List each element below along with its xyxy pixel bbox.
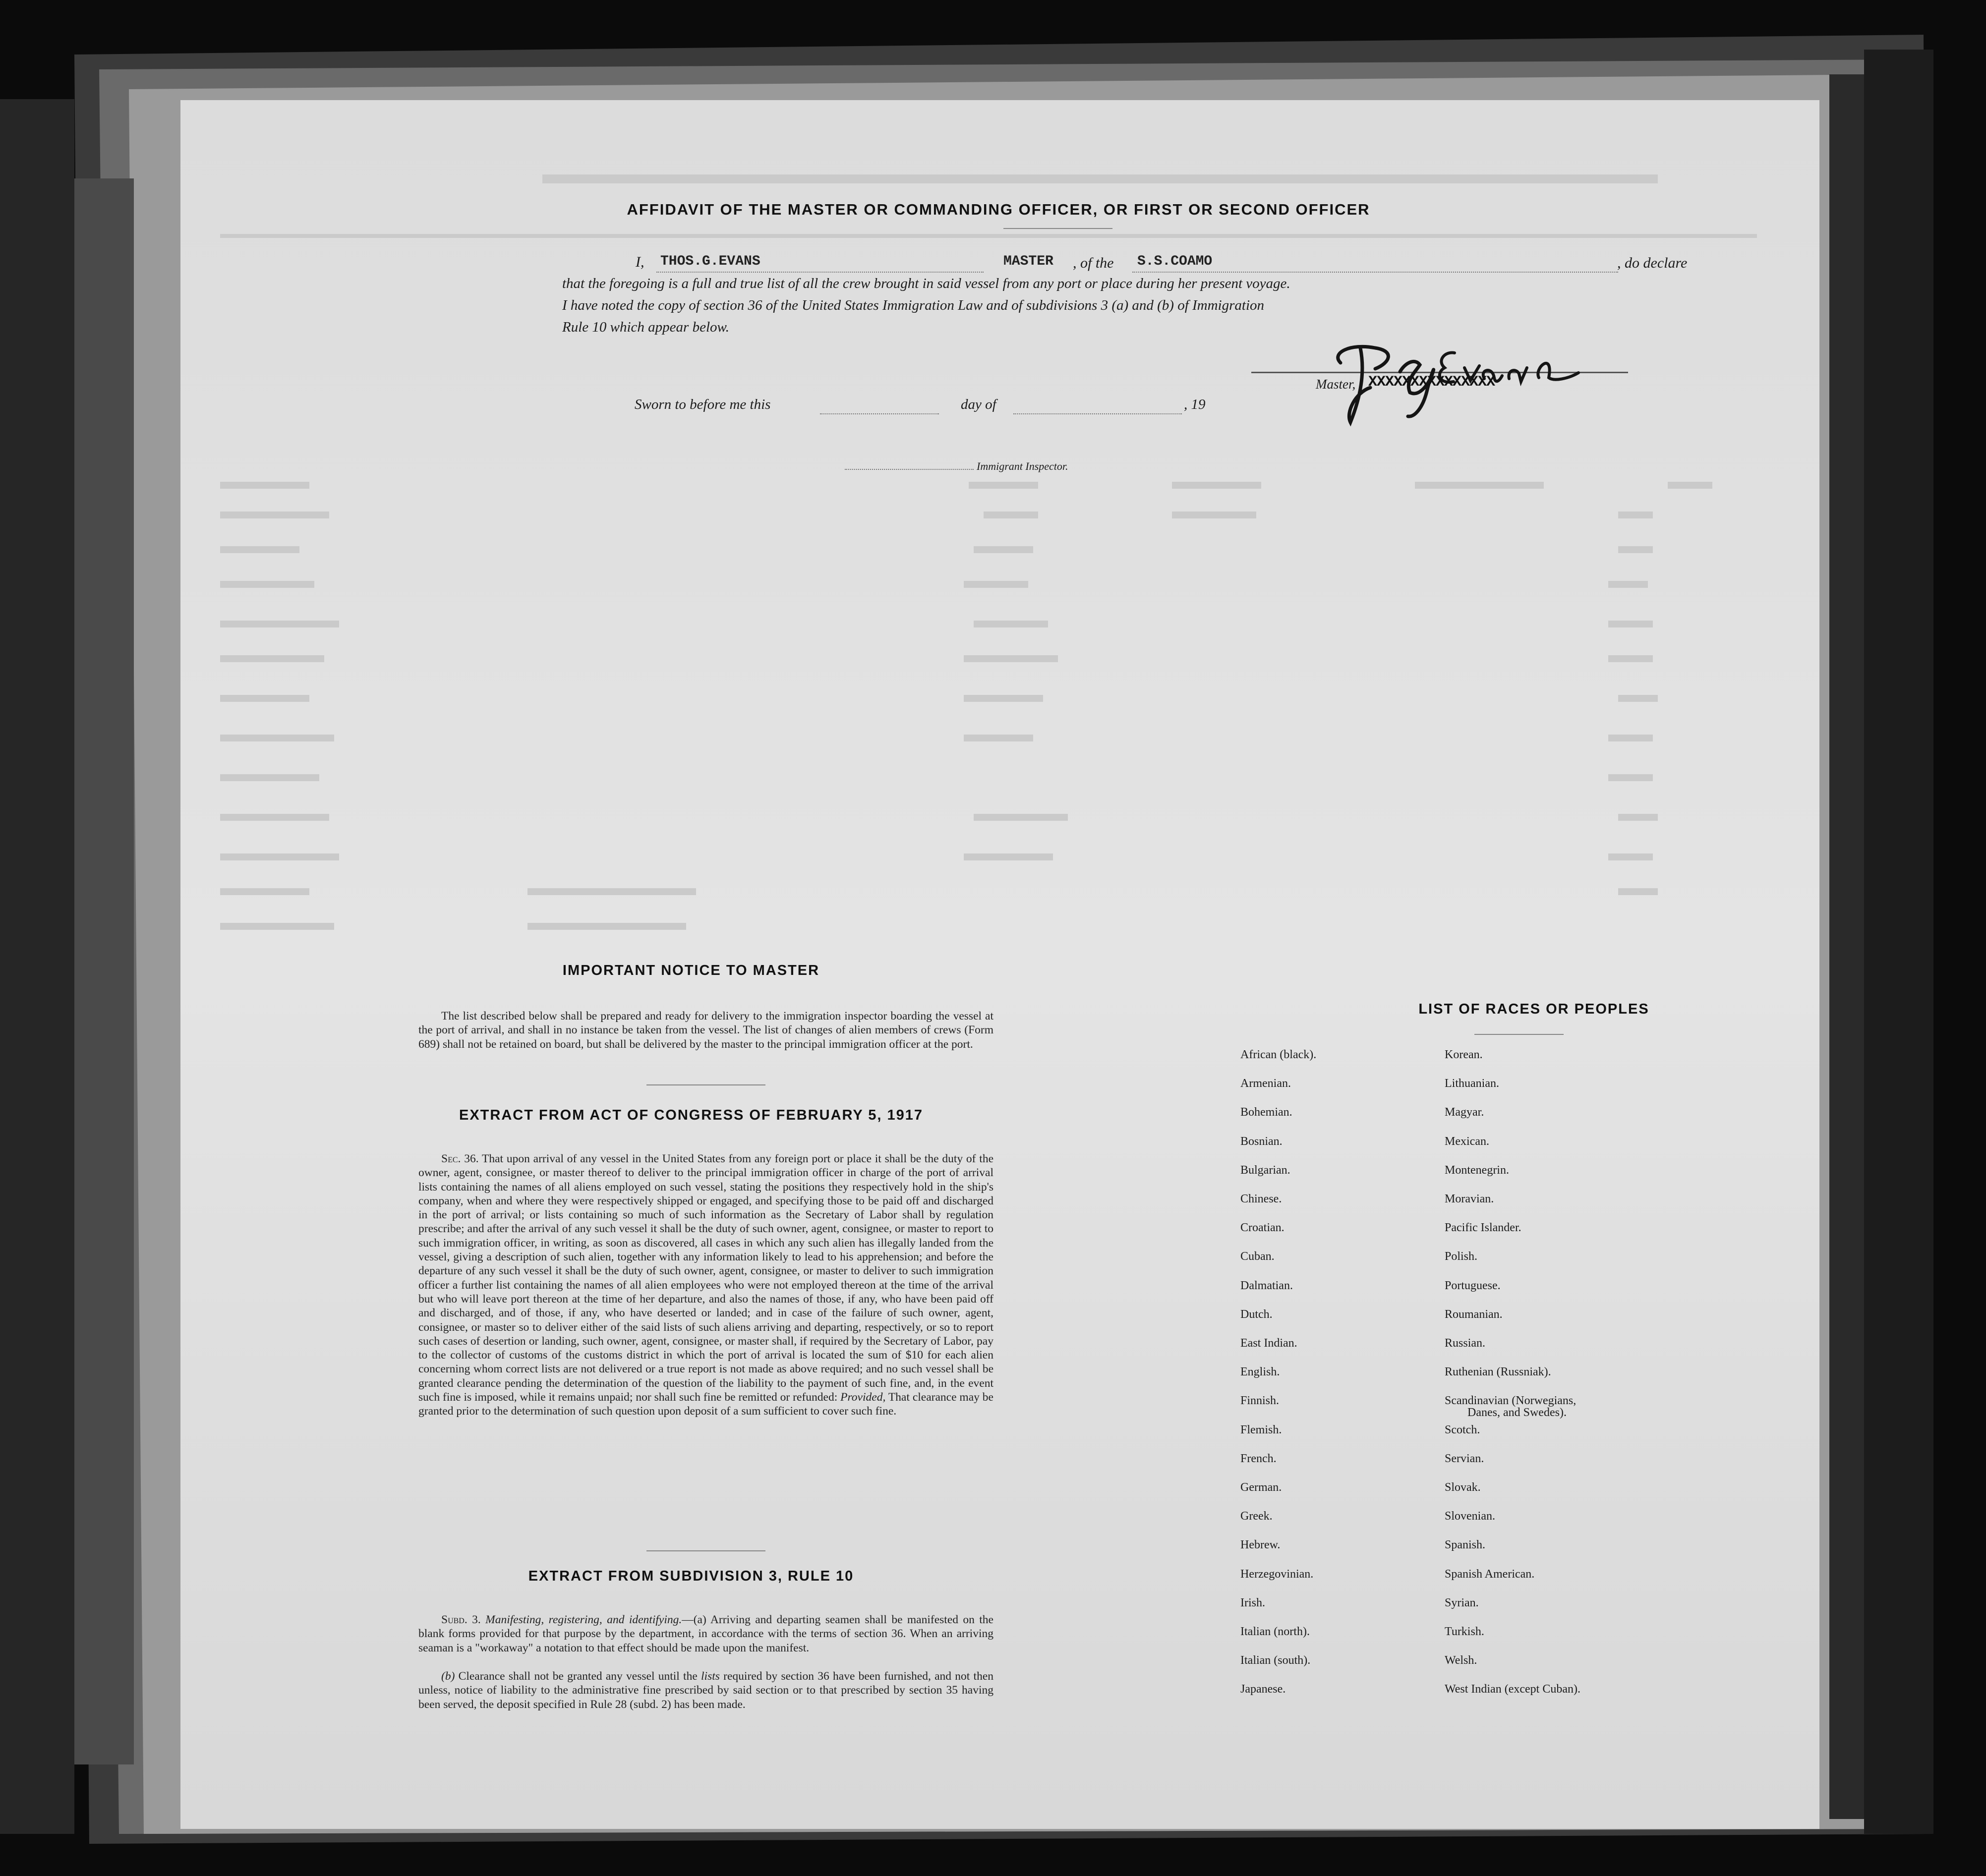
race-item: Scotch.: [1445, 1423, 1480, 1436]
act-section-label: Sec. 36.: [441, 1152, 479, 1165]
struck-title-text: XXXXXXXXXXXXXXX: [1368, 374, 1495, 391]
race-item: Syrian.: [1445, 1596, 1479, 1609]
act-title: EXTRACT FROM ACT OF CONGRESS OF FEBRUARY 5, 1917: [459, 1107, 924, 1123]
affidavit-line-3: I have noted the copy of section 36 of the United States Immigration Law and of subdivisions 3 (a) and (b) of Immigration: [562, 297, 1265, 313]
act-body: That upon arrival of any vessel in the United States from any foreign port or place it shall be the duty of the owner, agent, consignee, or master thereof to deliver to the principal immigration officer in charge of the port of arrival lists containing the names of all aliens employed on such vessel, stating the positions they respectively hold in the ship's company, when and where they were respectively shipped or engaged, and specifying those to be paid off and discharged in the port of arrival; or lists containing so much of such information as the Secretary of Labor shall by regulation prescribe; and after the arrival of any such vessel it shall be the duty of such owner, agent, consignee, or master to report to such immigration officer, in writing, as soon as discovered, all cases in which any such alien has illegally landed from the vessel, giving a description of such alien, together with any information likely to lead to his apprehension; and before the departure of any such vessel it shall be the duty of such owner, agent, consignee, or master to deliver to such immigration officer a further list containing the names of all alien employees who were not employed thereon at the time of the arrival but who will leave port thereon at the time of her departure, and also the names of those, if any, who have been paid off and discharged, and of those, if any, who have deserted or landed; and in case of the failure of such owner, agent, consignee, or master so to deliver either of the said lists of such aliens arriving and departing, respectively, or so to report such cases of desertion or landing, such owner, agent, consignee, or master shall, if required by the Secretary of Labor, pay to the collector of customs of the customs district in which the port of arrival is located the sum of $10 for each alien concerning whom correct lists are not delivered or a true report is not made as above required; and no such vessel shall be granted clearance pending the determination of the question of the liability to the payment of such fine, and, in the event such fine is imposed, while it remains unpaid; nor shall such fine be remitted or refunded:: [418, 1152, 994, 1404]
rule10-a-text: Arriving and departing seamen shall be manifested on the blank forms provided for that purpose by the department, in accordance with the terms of section 36. When an arriving seaman is a "workaway" a notation to that effect should be made upon the manifest.: [418, 1613, 993, 1654]
race-item: English.: [1240, 1365, 1280, 1378]
rule10-a-marker: —(a): [682, 1613, 706, 1626]
day-of-label: day of: [961, 397, 996, 412]
affidavit-line-4: Rule 10 which appear below.: [562, 319, 729, 335]
race-item: Chinese.: [1240, 1193, 1282, 1205]
year-label: , 19: [1184, 397, 1206, 412]
race-item: Greek.: [1240, 1510, 1273, 1523]
race-item: Croatian.: [1240, 1221, 1285, 1234]
rule10-b-text-1: Clearance shall not be granted any vessel until the: [458, 1670, 698, 1683]
master-name-value: THOS.G.EVANS: [660, 254, 760, 269]
manifest-page: [180, 100, 1819, 1829]
race-item: Roumanian.: [1445, 1308, 1503, 1321]
race-item: Magyar.: [1445, 1106, 1484, 1119]
race-item: Bosnian.: [1240, 1135, 1283, 1148]
sworn-label: Sworn to before me this: [635, 397, 771, 412]
act-rule: [646, 1550, 765, 1551]
race-item: Pacific Islander.: [1445, 1221, 1521, 1234]
race-item: Hebrew.: [1240, 1538, 1281, 1551]
notice-text: The list described below shall be prepared and ready for delivery to the immigration inspector boarding the vessel at the port of arrival, and shall in no instance be taken from the vessel. The list of changes of alien members of crews (Form 689) shall not be retained on board, but shall be delivered by the master to the principal immigration officer at the port.: [418, 1010, 993, 1051]
notice-title: IMPORTANT NOTICE TO MASTER: [562, 963, 820, 978]
rule10-subd-b: [418, 1669, 993, 1711]
rule10-title: EXTRACT FROM SUBDIVISION 3, RULE 10: [528, 1568, 854, 1584]
race-item: Scandinavian (Norwegians,: [1445, 1394, 1577, 1407]
race-item: East Indian.: [1240, 1337, 1297, 1350]
act-provided: Provided,: [840, 1391, 886, 1404]
race-scandinavian-continuation: Danes, and Swedes).: [1467, 1406, 1567, 1419]
master-label: Master,: [1316, 377, 1356, 392]
race-item: Lithuanian.: [1445, 1077, 1499, 1090]
race-item: Russian.: [1445, 1337, 1486, 1350]
race-item: Slovenian.: [1445, 1510, 1495, 1523]
race-item: Italian (south).: [1240, 1654, 1311, 1667]
race-item: French.: [1240, 1452, 1277, 1465]
race-item: Polish.: [1445, 1250, 1478, 1263]
race-item: Turkish.: [1445, 1625, 1484, 1638]
rule10-b-marker: (b): [441, 1670, 455, 1683]
rule10-b-lists: lists: [701, 1670, 720, 1683]
master-name-line: [656, 272, 984, 273]
race-item: Italian (north).: [1240, 1625, 1310, 1638]
race-item: Cuban.: [1240, 1250, 1275, 1263]
affidavit-title: AFFIDAVIT OF THE MASTER OR COMMANDING OFFICER, OR FIRST OR SECOND OFFICER: [627, 201, 1370, 218]
race-item: Welsh.: [1445, 1654, 1477, 1667]
rule10-b-text-2: required by section 36 have been furnished, and not then unless, notice of liability to the administrative fine prescribed by said section or to that prescribed by section 35 having been served, the deposit specified in Rule 28 (subd. 2) has been made.: [418, 1670, 994, 1711]
rule10-subd-heading: Manifesting, registering, and identifying.: [485, 1613, 682, 1626]
month-line: [1013, 413, 1182, 414]
race-item: Dalmatian.: [1240, 1279, 1293, 1292]
inspector-label: Immigrant Inspector.: [977, 460, 1068, 472]
notice-rule: [646, 1084, 765, 1085]
race-item: Flemish.: [1240, 1423, 1282, 1436]
vessel-name-value: S.S.COAMO: [1137, 254, 1213, 269]
race-item: West Indian (except Cuban).: [1445, 1683, 1580, 1696]
affidavit-line-2: that the foregoing is a full and true list of all the crew brought in said vessel from any port or place during her present voyage.: [562, 276, 1290, 291]
race-item: Ruthenian (Russniak).: [1445, 1365, 1551, 1378]
race-item: Spanish.: [1445, 1538, 1486, 1551]
vessel-name-line: [1132, 272, 1618, 273]
affidavit-i-prefix: I,: [636, 254, 644, 270]
race-item: Bohemian.: [1240, 1106, 1292, 1119]
race-item: African (black).: [1240, 1048, 1317, 1061]
rule10-subd-label: Subd. 3.: [441, 1613, 481, 1626]
race-item: Armenian.: [1240, 1077, 1291, 1090]
race-item: German.: [1240, 1481, 1282, 1494]
race-item: Finnish.: [1240, 1394, 1280, 1407]
act-text: [418, 1152, 993, 1419]
race-item: Dutch.: [1240, 1308, 1273, 1321]
race-item: Herzegovinian.: [1240, 1568, 1314, 1581]
rank-value: MASTER: [1003, 254, 1053, 269]
race-item: Moravian.: [1445, 1193, 1494, 1205]
race-item: Korean.: [1445, 1048, 1483, 1061]
rule10-subd-a: [418, 1613, 993, 1655]
affidavit-title-rule: [1003, 228, 1112, 229]
race-item: Mexican.: [1445, 1135, 1489, 1148]
race-item: Japanese.: [1240, 1683, 1286, 1696]
race-item: Bulgarian.: [1240, 1164, 1290, 1177]
race-item: Irish.: [1240, 1596, 1265, 1609]
race-item: Servian.: [1445, 1452, 1484, 1465]
race-item: Portuguese.: [1445, 1279, 1501, 1292]
race-item: Spanish American.: [1445, 1568, 1535, 1581]
races-title: LIST OF RACES OR PEOPLES: [1418, 1001, 1649, 1017]
races-title-rule: [1474, 1034, 1564, 1035]
race-item: Montenegrin.: [1445, 1164, 1509, 1177]
sworn-date-line: [820, 413, 939, 414]
affidavit-of-the: , of the: [1073, 255, 1114, 271]
act-body-end: That clearance may be granted prior to the determination of such question upon deposit of a sum sufficient to cover such fine.: [418, 1391, 993, 1418]
affidavit-do-declare: , do declare: [1617, 255, 1688, 271]
inspector-line: [845, 469, 974, 470]
race-item: Slovak.: [1445, 1481, 1481, 1494]
